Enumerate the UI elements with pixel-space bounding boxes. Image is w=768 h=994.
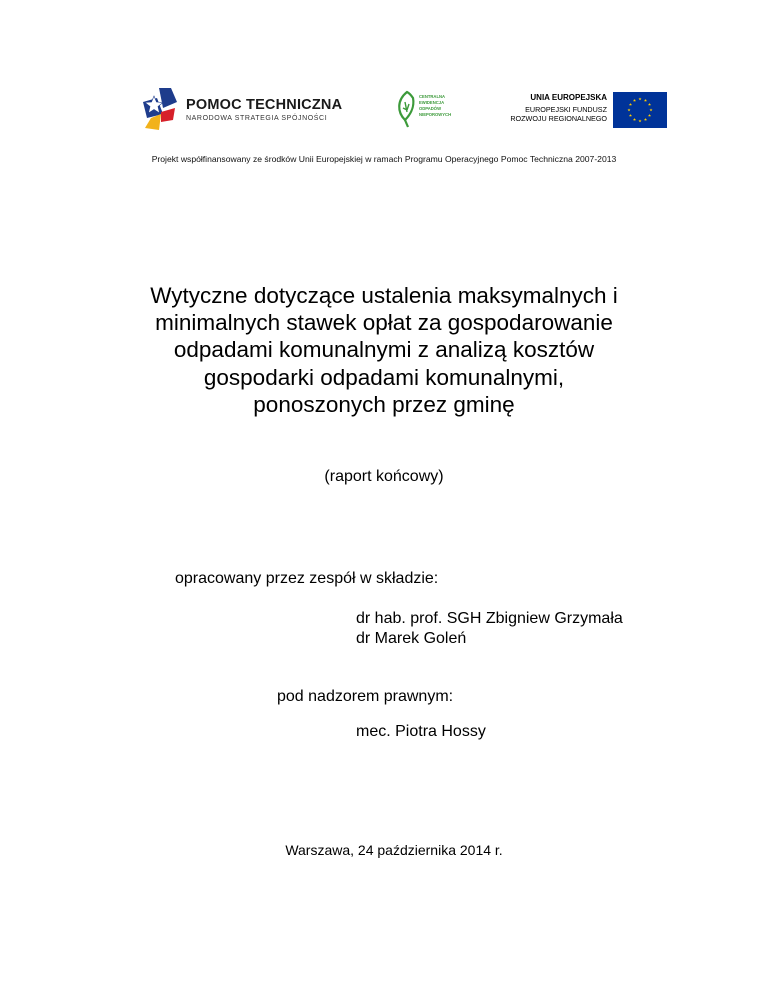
- report-subtitle: (raport końcowy): [324, 468, 444, 485]
- author-name: dr hab. prof. SGH Zbigniew Grzymała: [356, 610, 623, 627]
- supervision-label: pod nadzorem prawnym:: [277, 688, 454, 705]
- legal-supervisor: mec. Piotra Hossy: [356, 723, 486, 740]
- pomoc-techniczna-subtitle: NARODOWA STRATEGIA SPÓJNOŚCI: [186, 115, 328, 122]
- eu-logo-line-3: ROZWOJU REGIONALNEGO: [510, 114, 607, 123]
- leaf-logo-line-2: EWIDENCJA: [419, 100, 445, 105]
- title-line: Wytyczne dotyczące ustalenia maksymalnych i: [150, 283, 618, 308]
- document-title: [60, 282, 708, 418]
- team-label: opracowany przez zespół w składzie:: [175, 570, 439, 587]
- title-line: gospodarki odpadami komunalnymi,: [203, 364, 565, 390]
- title-line: ponoszonych przez gminę: [253, 391, 515, 417]
- leaf-logo: [395, 90, 455, 128]
- star-logo-icon: [137, 84, 187, 134]
- leaf-logo-line-3: ODPADÓW: [419, 106, 442, 111]
- title-line: minimalnych stawek opłat za gospodarowanie: [155, 310, 613, 336]
- eu-logo-title: UNIA EUROPEJSKA: [530, 93, 607, 102]
- author-name: dr Marek Goleń: [356, 630, 467, 647]
- leaf-logo-line-4: NIEPOROWYCH: [419, 112, 452, 117]
- eu-flag: [613, 92, 667, 128]
- pomoc-techniczna-title: POMOC TECHNICZNA: [186, 97, 343, 113]
- eu-flag-icon: [613, 92, 667, 128]
- eu-logo-line-2: EUROPEJSKI FUNDUSZ: [525, 105, 607, 114]
- leaf-icon: [395, 90, 455, 128]
- title-line: odpadami komunalnymi z analizą kosztów: [173, 337, 595, 363]
- cofinancing-note: Projekt współfinansowany ze środków Unii Europejskiej w ramach Programu Operacyjnego Pomoc Techniczna 2007-2013: [151, 154, 617, 164]
- place-and-date: Warszawa, 24 października 2014 r.: [285, 842, 503, 858]
- leaf-logo-line-1: CENTRALNA: [419, 94, 446, 99]
